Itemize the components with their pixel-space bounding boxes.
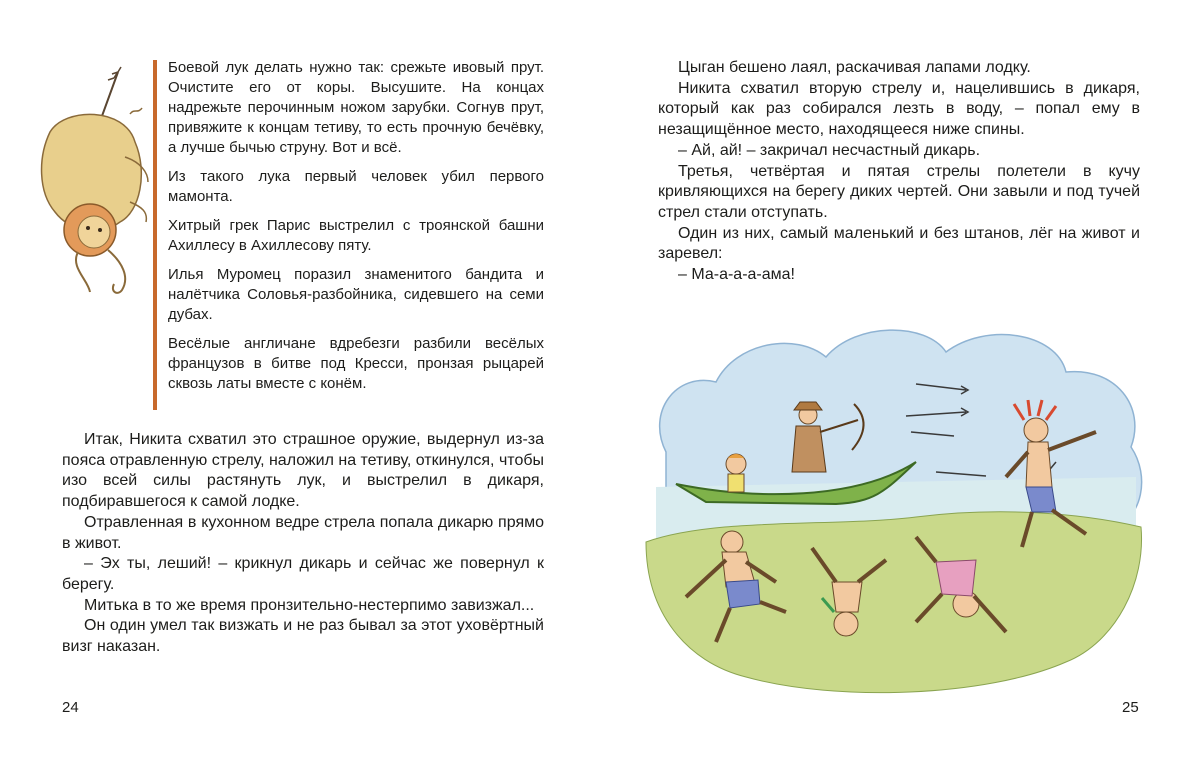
mammoth-with-arrow-illustration <box>30 62 155 297</box>
savage-head <box>1024 418 1048 442</box>
story-paragraph: Один из них, самый маленький и без штанов, лёг на живот и заревел: <box>658 224 1140 263</box>
story-paragraph: – Ма-а-а-а-ама! <box>678 266 795 284</box>
battle-scene-illustration <box>636 312 1152 696</box>
story-paragraph: – Эх ты, леший! – крикнул дикарь и сейчас же повернул к берегу. <box>62 555 544 593</box>
sidebar-note <box>168 58 544 403</box>
story-paragraph: – Ай, ай! – закричал несчастный дикарь. <box>678 141 981 159</box>
story-paragraph: Итак, Никита схватил это страшное оружие, выдернул из-за пояса отравленную стрелу, наложил на тетиву, откинулся, чтобы изо всей силы растянуть лук, и выстрелил в дикаря, подбиравшегося к самой лодке. <box>62 431 544 511</box>
story-paragraph: Отравленная в кухонном ведре стрела попала дикарю прямо в живот. <box>62 513 544 552</box>
aside-paragraph: Боевой лук делать нужно так: срежьте ивовый прут. Очистите его от коры. Высушите. На концах надрежьте перочинным ножом зарубки. Согнув прут, привяжите к концам тетиву, то есть прочную бечёвку, а лучше бычью струну. Вот и всё. <box>168 59 544 156</box>
main-story-text <box>62 430 544 658</box>
sidebar-accent-bar <box>153 60 157 410</box>
page-number-left: 24 <box>62 699 79 716</box>
grass <box>646 512 1142 693</box>
story-paragraph: Он один умел так визжать и не раз бывал за этот уховёртный визг наказан. <box>62 617 544 656</box>
aside-paragraph: Весёлые англичане вдребезги разбили весёлых французов в битве под Кресси, пронзая рыцарей сквозь латы вместе с конём. <box>168 335 544 392</box>
aside-paragraph: Хитрый грек Парис выстрелил с троянской башни Ахиллесу в Ахиллесову пяту. <box>168 217 544 254</box>
page-number-right: 25 <box>1122 699 1139 716</box>
aside-paragraph: Илья Муромец поразил знаменитого бандита и налётчика Соловья-разбойника, сидевшего на семи дубах. <box>168 266 544 323</box>
right-story-text <box>658 58 1140 286</box>
story-paragraph: Третья, четвёртая и пятая стрелы полетели в кучу кривляющихся на берегу диких чертей. Они завыли и под тучей стрел стали отступать. <box>658 162 1140 221</box>
story-paragraph: Митька в то же время пронзительно-нестерпимо завизжал... <box>84 596 535 614</box>
aside-paragraph: Из такого лука первый человек убил первого мамонта. <box>168 168 544 205</box>
story-paragraph: Никита схватил вторую стрелу и, нацелившись в дикаря, который как раз собирался лезть в воду, – попал ему в незащищённое место, находящееся ниже спины. <box>658 79 1140 139</box>
story-paragraph: Цыган бешено лаял, раскачивая лапами лодку. <box>678 59 1031 76</box>
right-page <box>600 0 1200 768</box>
